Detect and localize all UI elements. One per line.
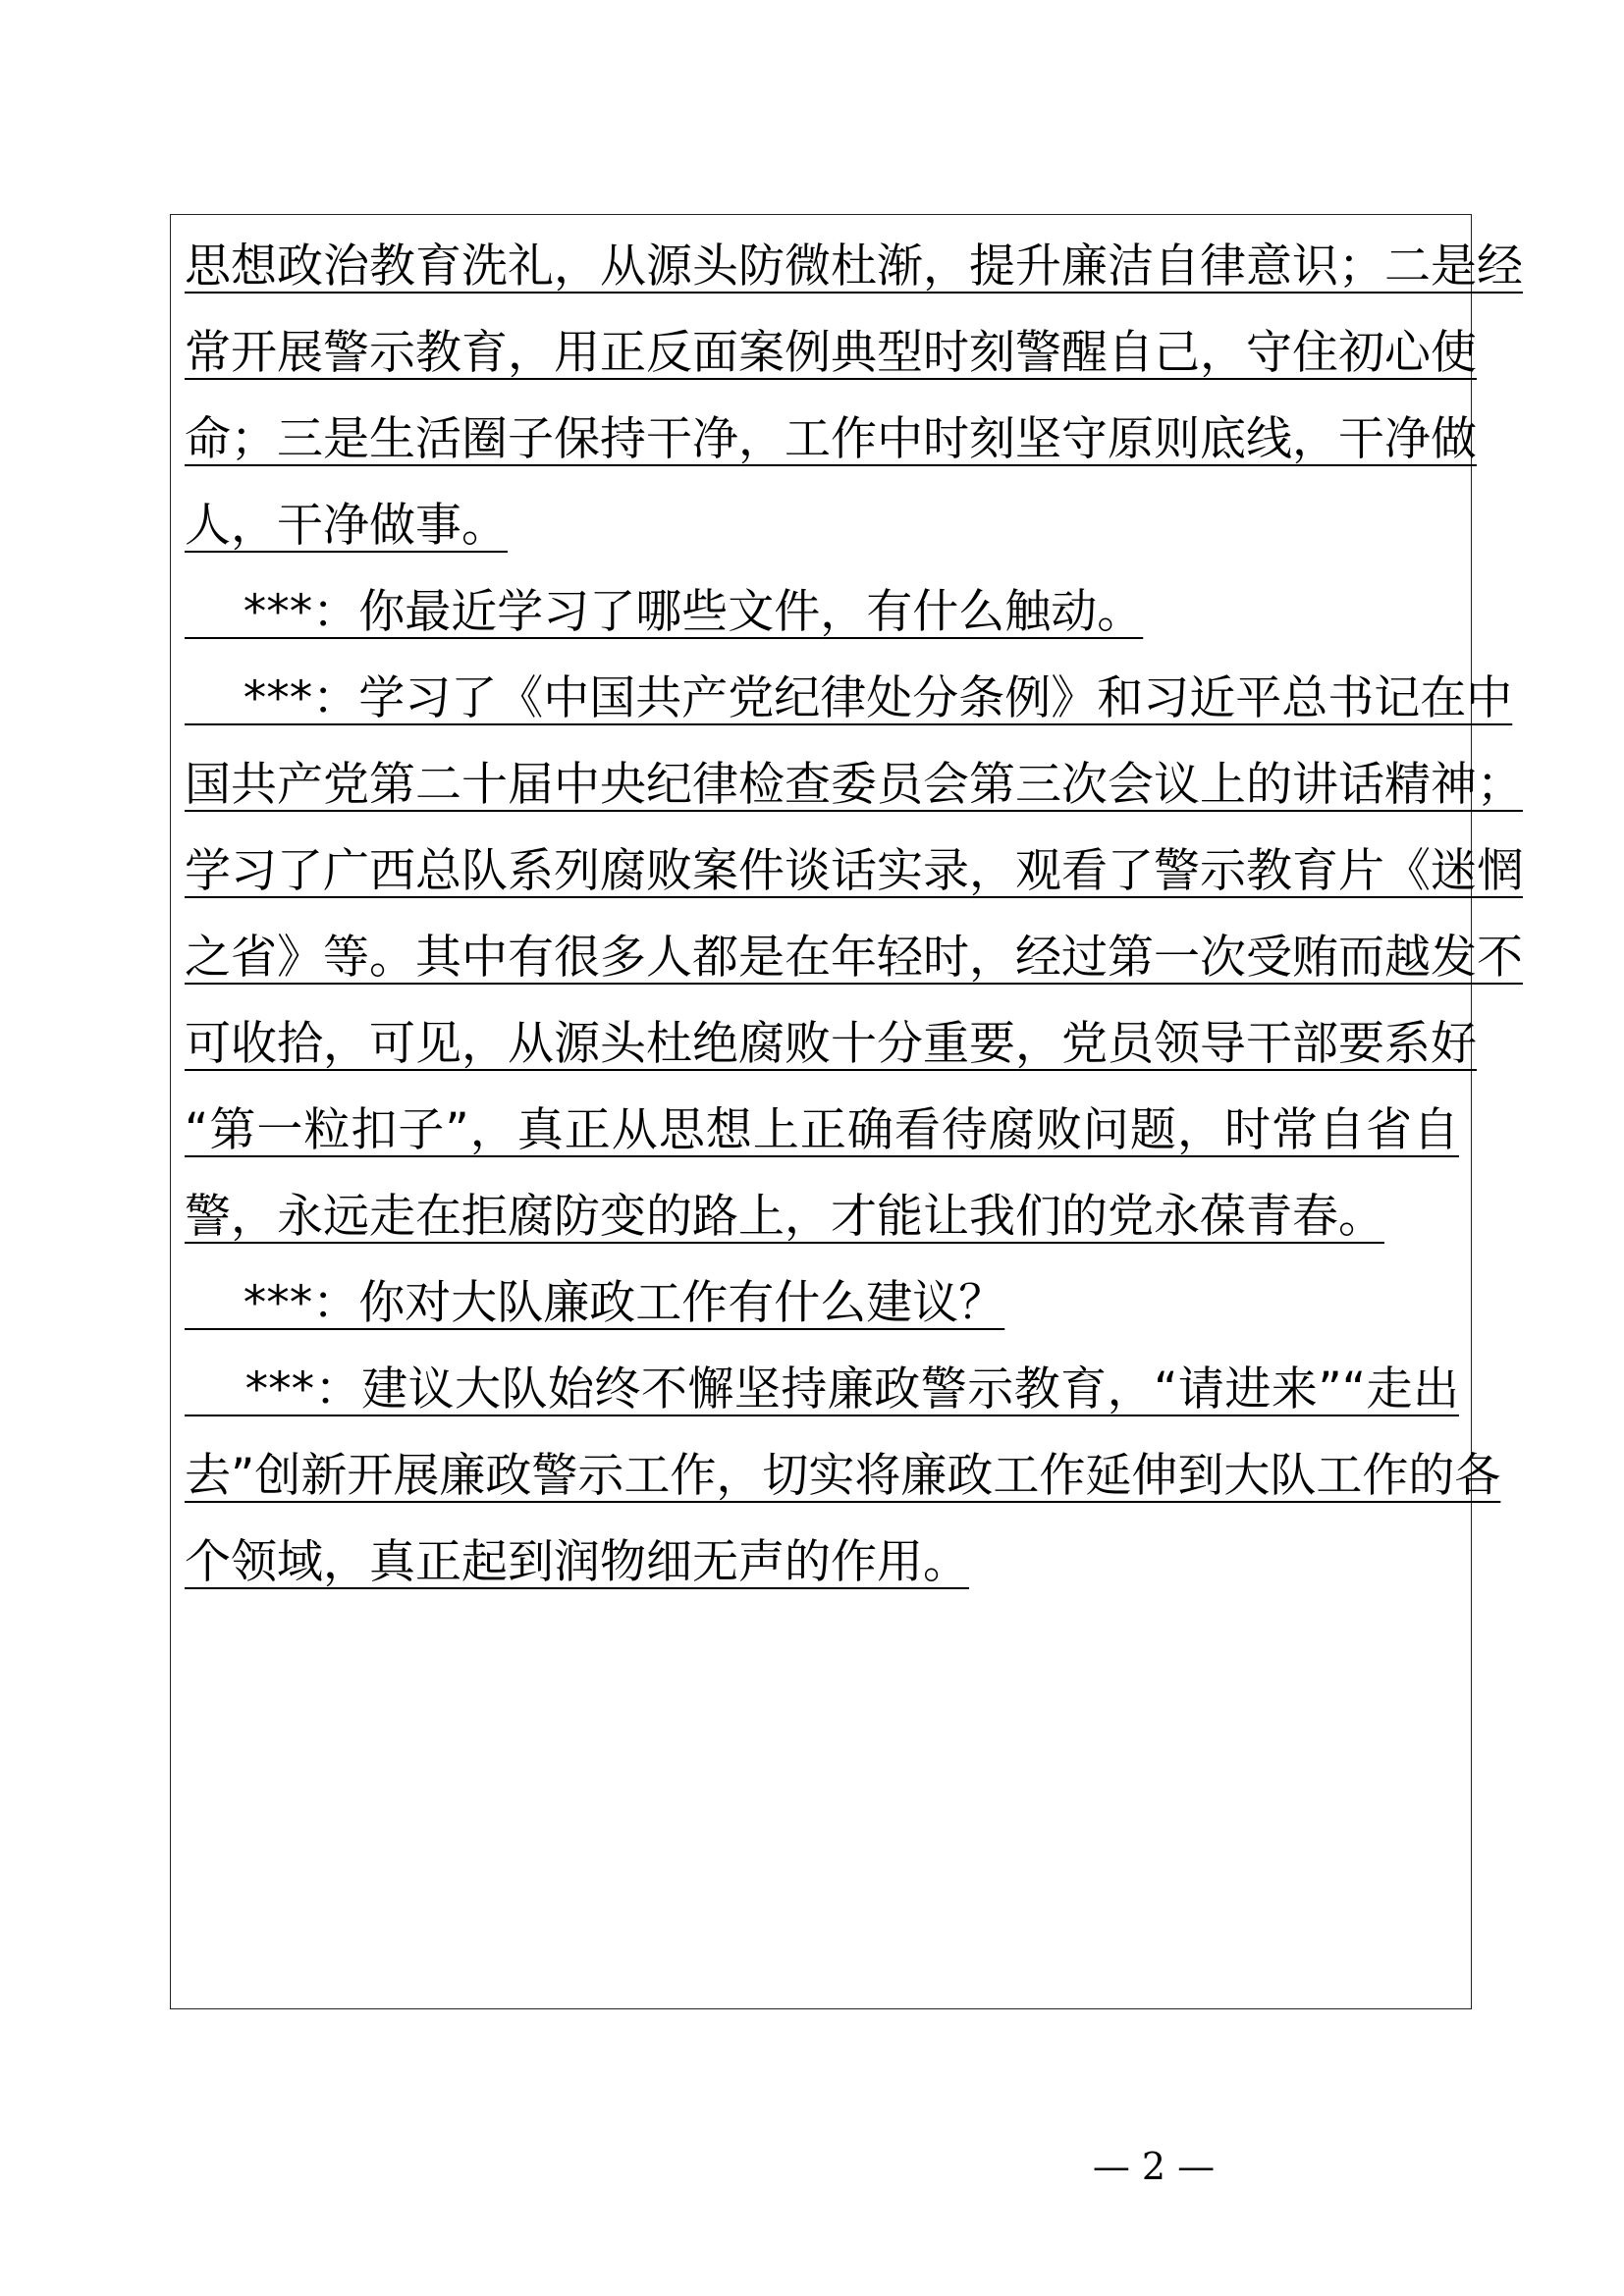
answer-line-2-text: 国共产党第二十届中央纪律检查委员会第三次会议上的讲话精神； bbox=[185, 758, 1523, 812]
answer-line-6-text: “第一粒扣子”，真正从思想上正确看待腐败问题，时常自省自 bbox=[185, 1103, 1459, 1157]
text-line-4 bbox=[185, 483, 1461, 569]
question-line-1 bbox=[185, 569, 1461, 656]
text-line-3 bbox=[185, 397, 1477, 483]
answer2-line-2-text: 去”创新开展廉政警示工作，切实将廉政工作延伸到大队工作的各 bbox=[185, 1449, 1501, 1503]
text-line-1-text: 思想政治教育洗礼，从源头防微杜渐，提升廉洁自律意识；二是经 bbox=[185, 240, 1523, 294]
answer2-line-1 bbox=[185, 1347, 1461, 1433]
question-line-2-text: ***：你对大队廉政工作有什么建议？ bbox=[185, 1276, 1005, 1330]
answer-line-4 bbox=[185, 915, 1523, 1001]
answer-line-5-text: 可收拾，可见，从源头杜绝腐败十分重要，党员领导干部要系好 bbox=[185, 1017, 1477, 1071]
answer-line-5 bbox=[185, 1001, 1477, 1088]
answer-line-1-text: ***：学习了《中国共产党纪律处分条例》和习近平总书记在中 bbox=[185, 671, 1513, 725]
answer-line-7 bbox=[185, 1174, 1461, 1260]
answer-line-2 bbox=[185, 742, 1523, 828]
text-line-3-text: 命；三是生活圈子保持干净，工作中时刻坚守原则底线，干净做 bbox=[185, 412, 1477, 466]
question-line-2 bbox=[185, 1260, 1461, 1347]
page-number: — 2 — bbox=[1092, 2145, 1216, 2188]
answer2-line-3-text: 个领域，真正起到润物细无声的作用。 bbox=[185, 1535, 969, 1589]
text-line-2 bbox=[185, 310, 1477, 397]
answer-line-7-text: 警，永远走在拒腐防变的路上，才能让我们的党永葆青春。 bbox=[185, 1190, 1384, 1244]
question-line-1-text: ***：你最近学习了哪些文件，有什么触动。 bbox=[185, 585, 1144, 639]
text-line-4-text: 人，干净做事。 bbox=[185, 499, 508, 553]
answer2-line-3 bbox=[185, 1520, 1461, 1606]
record-content bbox=[185, 224, 1523, 1606]
text-line-2-text: 常开展警示教育，用正反面案例典型时刻警醒自己，守住初心使 bbox=[185, 326, 1477, 380]
answer-line-3-text: 学习了广西总队系列腐败案件谈话实录，观看了警示教育片《迷惘 bbox=[185, 844, 1523, 898]
answer-line-3 bbox=[185, 828, 1523, 915]
answer-line-6 bbox=[185, 1088, 1461, 1174]
answer2-line-2 bbox=[185, 1433, 1501, 1520]
answer-line-1 bbox=[185, 656, 1513, 742]
answer2-line-1-text: ***：建议大队始终不懈坚持廉政警示教育，“请进来”“走出 bbox=[185, 1362, 1459, 1416]
text-line-1 bbox=[185, 224, 1523, 310]
answer-line-4-text: 之省》等。其中有很多人都是在年轻时，经过第一次受贿而越发不 bbox=[185, 931, 1523, 985]
